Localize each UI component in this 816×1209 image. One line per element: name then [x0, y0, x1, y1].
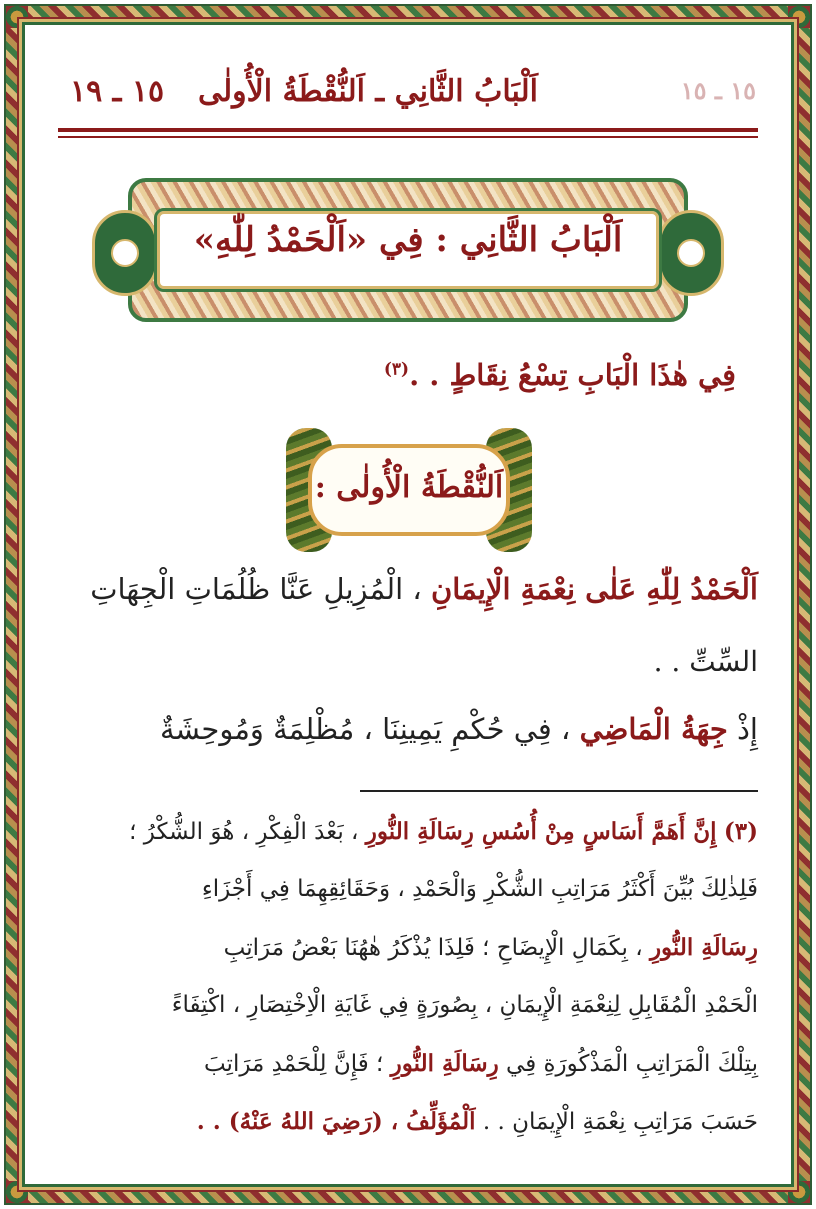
footnote-text: ، بَعْدَ الْفِكْرِ ، هُوَ الشُّكْرُ ؛	[129, 819, 359, 845]
highlighted-phrase: اَلْحَمْدُ لِلّٰهِ عَلٰى نِعْمَةِ الْإِيمَانِ	[431, 572, 758, 606]
footnote-text: حَسَبَ مَرَاتِبِ نِعْمَةِ الْإِيمَانِ . .	[482, 1109, 758, 1135]
point-label: اَلنُّقْطَةُ الْأُولٰى :	[314, 470, 504, 505]
footnote-separator	[360, 790, 758, 792]
paragraph-line: السِّتِّ . .	[653, 645, 758, 678]
footnote-text: ، بِكَمَالِ الْإِيضَاحِ ؛ فَلِذَا يُذْكَرُ هٰهُنَا بَعْضُ مَرَاتِبِ	[223, 935, 643, 961]
paragraph-line	[160, 712, 758, 746]
chapter-banner	[92, 162, 724, 338]
header-rule	[58, 128, 758, 132]
footnote-line	[204, 1050, 758, 1077]
highlighted-phrase: إِنَّ أَهَمَّ أَسَاسٍ مِنْ أُسُسِ رِسَالَةِ النُّورِ	[365, 818, 717, 845]
banner-right-cap-ornament	[658, 210, 724, 296]
footnote-line: فَلِذٰلِكَ بُيِّنَ أَكْثَرُ مَرَاتِبِ الشُّكْرِ وَالْحَمْدِ ، وَحَقَائِقِهِمَا فِي أَجْزَاءِ	[201, 876, 758, 902]
highlighted-phrase: رِسَالَةِ النُّورِ	[649, 934, 758, 961]
footnote-line	[129, 818, 758, 845]
footnote-text: ؛ فَإِنَّ لِلْحَمْدِ مَرَاتِبَ	[203, 1051, 384, 1077]
footnote-text: بِتِلْكَ الْمَرَاتِبِ الْمَذْكُورَةِ فِي	[506, 1051, 758, 1077]
highlighted-phrase: رِسَالَةِ النُّورِ	[390, 1050, 499, 1077]
paragraph-text: ، فِي حُكْمِ يَمِينِنَا ، مُظْلِمَةٌ وَمُوحِشَةٌ	[160, 712, 571, 746]
point-label-ornament	[286, 428, 532, 552]
footnote-line	[224, 934, 758, 961]
paragraph-text: إِذْ	[737, 712, 758, 746]
header-title: اَلْبَابُ الثَّانِي ـ اَلنُّقْطَةُ الْأُولٰى	[198, 74, 538, 109]
footnote-reference[interactable]: (٣)	[383, 359, 410, 380]
banner-left-cap-ornament	[92, 210, 158, 296]
running-header	[58, 70, 758, 126]
footnote-marker: (٣)	[723, 818, 758, 845]
header-page-range: ١٥ ـ ١٩	[70, 74, 165, 109]
paragraph-line	[90, 572, 758, 606]
header-page-range-ghost: ١٥ ـ ١٥	[680, 76, 756, 105]
paragraph-text: ، الْمُزِيلِ عَنَّا ظُلُمَاتِ الْجِهَاتِ	[90, 572, 422, 606]
header-rule-thin	[58, 136, 758, 138]
intro-text: فِي هٰذَا الْبَابِ تِسْعُ نِقَاطٍ . .	[409, 358, 736, 392]
chapter-intro	[384, 358, 736, 392]
chapter-title: اَلْبَابُ الثَّانِي : فِي «اَلْحَمْدُ لِلّٰهِ»	[193, 220, 623, 260]
footnote-line: الْحَمْدِ الْمُقَابِلِ لِنِعْمَةِ الْإِيمَانِ ، بِصُورَةٍ فِي غَايَةِ الْاِخْتِصَارِ ، اكْتِفَاءً	[171, 992, 758, 1018]
highlighted-phrase: جِهَةُ الْمَاضِي	[579, 712, 728, 746]
footnote-line	[197, 1108, 758, 1135]
author-attribution: اَلْمُؤَلِّفُ ، (رَضِيَ اللهُ عَنْهُ) . .	[196, 1108, 476, 1135]
